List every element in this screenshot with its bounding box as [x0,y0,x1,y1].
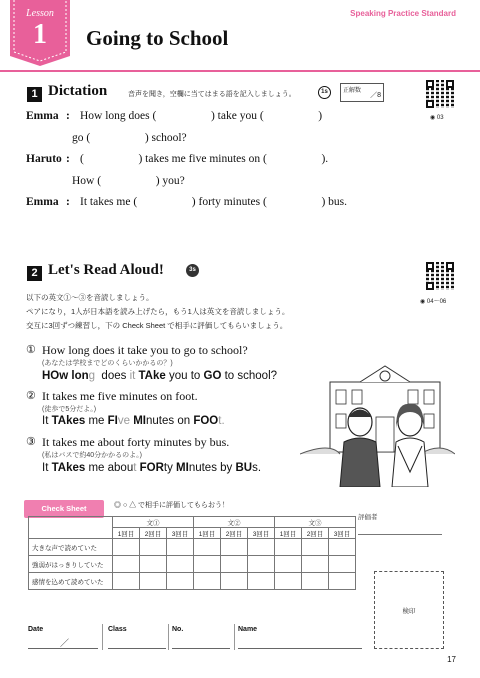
score-cell[interactable] [275,556,302,573]
sentence-stress [42,370,277,382]
date-separator: ／ [60,638,70,648]
table-row [29,573,356,590]
audio-track-label: ◉ 03 [430,115,444,121]
score-cell[interactable] [221,539,248,556]
stress-segment: does [98,370,127,382]
score-box [340,83,384,102]
stress-segment: FI [107,415,118,427]
table-row [29,539,356,556]
score-cell[interactable] [302,539,329,556]
sentence-english: It takes me five minutes on foot. [42,389,198,403]
criterion-label: 強弱がはっきりしていた [29,556,113,573]
speaker-colon: : [66,110,70,122]
read-instruction: 交互に3回ずつ練習し，下の Check Sheet で相手に評価してもらいましょう。 [26,321,288,330]
score-cell[interactable] [194,539,221,556]
score-cell[interactable] [194,556,221,573]
audio-track-label: ◉ 04〜06 [420,299,447,305]
sentence-japanese: (あなたは学校までどのくらいかかるの？) [42,360,173,367]
sentence-marker: ③ [26,436,36,448]
criterion-label: 感情を込めて読めていた [29,573,113,590]
stress-segment: FOO [193,415,219,427]
score-cell[interactable] [113,573,140,590]
footer-divider [234,624,235,650]
score-cell[interactable] [248,556,275,573]
round-header: 3回目 [167,528,194,539]
name-label: Name [238,626,258,633]
dictation-instruction: 音声を聞き，空欄に当てはまる語を記入しましょう。 [128,91,296,98]
section-1-number: 1 [27,87,42,102]
sentence-japanese: (徒歩で5分だよ。) [42,406,97,413]
evaluator-label: 評価者 [358,514,378,521]
score-label: 正解数 [343,88,362,94]
stress-segment: s. [252,462,262,474]
score-value: ／8 [370,92,381,99]
score-cell[interactable] [275,539,302,556]
group-header: 文③ [275,517,356,528]
check-sheet-instruction: ◎ ○ △ で相手に評価してもらおう！ [114,502,230,509]
number-field[interactable] [172,648,230,649]
stress-segment: It [42,462,52,474]
stress-segment: TAkes [51,415,86,427]
dictation-line: How long does ( ) take you ( ) [80,110,323,122]
score-cell[interactable] [194,573,221,590]
stress-segment: you to [165,370,204,382]
dictation-title: Dictation [48,83,108,99]
stress-segment: to school? [221,370,278,382]
score-cell[interactable] [167,539,194,556]
stress-segment: ve [117,415,134,427]
lesson-number: 1 [33,19,47,50]
sentence-stress [42,462,261,474]
stress-segment: TAke [138,370,166,382]
sentence-english: It takes me about forty minutes by bus. [42,435,230,449]
date-label: Date [28,626,44,633]
score-cell[interactable] [221,573,248,590]
section-2-number: 2 [27,266,42,281]
evaluator-field[interactable] [358,534,442,535]
table-row [29,556,356,573]
stress-segment: ty [163,462,177,474]
score-cell[interactable] [221,556,248,573]
score-cell[interactable] [113,556,140,573]
score-cell[interactable] [329,556,356,573]
stress-segment: GO [203,370,222,382]
stress-segment: it [126,370,139,382]
sentence-english: How long does it take you to go to school? [42,343,248,357]
lesson-word: Lesson [26,8,54,19]
round-header: 2回目 [140,528,167,539]
series-label: Speaking Practice Standard [350,9,456,18]
group-header: 文② [194,517,275,528]
date-field[interactable] [28,648,98,649]
header-divider [0,70,480,72]
round-header: 1回目 [113,528,140,539]
criterion-label: 大きな声で読めていた [29,539,113,556]
qr-code-icon[interactable] [426,262,454,290]
sentence-stress [42,415,225,427]
track-icon[interactable]: 1s [318,86,331,99]
dictation-line: How ( ) you? [72,175,185,187]
stress-segment: MI [176,462,189,474]
read-instruction: 以下の英文①～③を音読しましょう。 [26,293,154,302]
sentence-marker: ① [26,344,36,356]
score-cell[interactable] [248,573,275,590]
name-field[interactable] [238,648,362,649]
score-cell[interactable] [329,539,356,556]
page-number: 17 [447,655,456,664]
sentence-marker: ② [26,390,36,402]
score-cell[interactable] [329,573,356,590]
check-sheet-tag: Check Sheet [24,500,104,518]
stamp-label: 検印 [402,608,416,615]
class-label: Class [108,626,127,633]
speaker-emma: Emma [26,196,59,208]
track-icon[interactable]: 3s [186,264,199,277]
stress-segment: g [88,370,99,382]
score-cell[interactable] [302,556,329,573]
score-cell[interactable] [167,556,194,573]
round-header: 3回目 [329,528,356,539]
play-icon: ◉ [420,299,427,305]
stress-segment: MI [133,415,146,427]
stress-segment: TAkes [51,462,86,474]
stress-segment: FOR [139,462,164,474]
stress-segment: t [133,462,140,474]
round-header: 3回目 [248,528,275,539]
school-illustration [300,362,455,487]
footer-divider [102,624,103,650]
stress-segment: BU [235,462,253,474]
class-field[interactable] [108,648,166,649]
dictation-line: go ( ) school? [72,132,187,144]
stress-segment: me abou [85,462,134,474]
speaker-emma: Emma [26,110,59,122]
lesson-title: Going to School [86,26,229,50]
score-cell[interactable] [275,573,302,590]
play-icon: ◉ [430,115,437,121]
table-corner [29,517,113,539]
dictation-line: ( ) takes me five minutes on ( ). [80,153,329,165]
score-cell[interactable] [248,539,275,556]
round-header: 1回目 [194,528,221,539]
stress-segment: HOw lon [42,370,89,382]
round-header: 2回目 [302,528,329,539]
footer-divider [168,624,169,650]
speaker-colon: : [66,196,70,208]
speaker-haruto: Haruto [26,153,62,165]
stress-segment: t. [218,415,225,427]
group-header: 文① [113,517,194,528]
stress-segment: It [42,415,52,427]
speaker-colon: : [66,153,70,165]
read-instruction: ペアになり，1人が日本語を読み上げたら，もう1人は英文を音読しましょう。 [26,307,290,316]
stress-segment: nutes on [146,415,194,427]
stress-segment: me [85,415,108,427]
dictation-line: It takes me ( ) forty minutes ( ) bus. [80,196,348,208]
round-header: 2回目 [221,528,248,539]
score-cell[interactable] [113,539,140,556]
sentence-japanese: (私はバスで約40分かかるのよ。) [42,452,142,459]
score-cell[interactable] [167,573,194,590]
read-aloud-title: Let's Read Aloud! [48,262,164,278]
score-cell[interactable] [302,573,329,590]
round-header: 1回目 [275,528,302,539]
no-label: No. [172,626,184,633]
qr-code-icon[interactable] [426,80,454,108]
score-cell[interactable] [140,573,167,590]
score-cell[interactable] [140,556,167,573]
check-sheet-table [28,516,356,590]
stress-segment: nutes by [188,462,236,474]
score-cell[interactable] [140,539,167,556]
